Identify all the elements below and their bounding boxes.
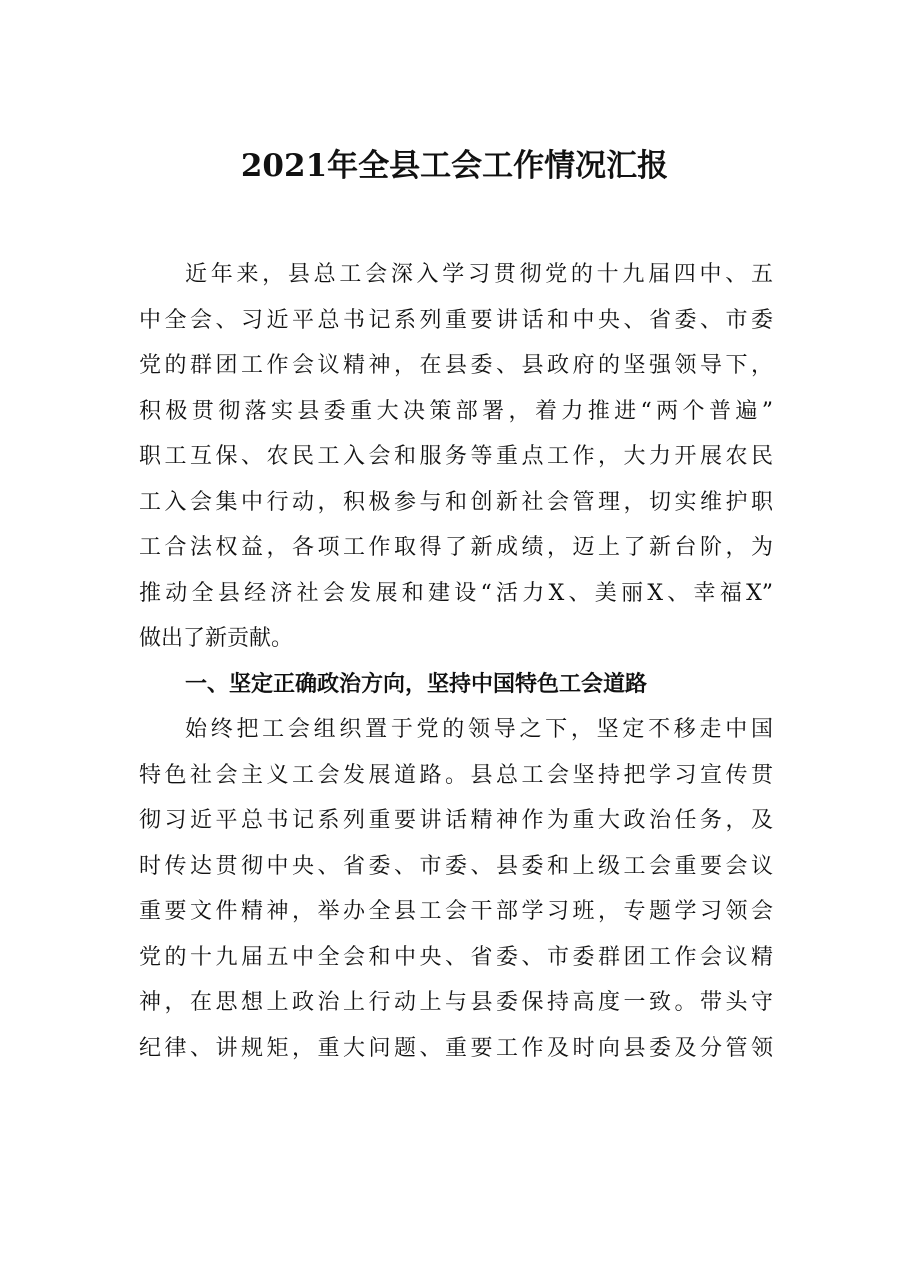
paragraph-line: 职工互保、农民工入会和服务等重点工作，大力开展农民 — [139, 444, 773, 469]
paragraph-line: 做出了新贡献。 — [139, 626, 294, 651]
paragraph-line: 工合法权益，各项工作取得了新成绩，迈上了新台阶，为 — [139, 535, 773, 560]
document-title: 2021年全县工会工作情况汇报 — [240, 148, 669, 184]
paragraph-line: 时传达贯彻中央、省委、市委、县委和上级工会重要会议 — [139, 853, 773, 879]
paragraph-line: 重要文件精神，举办全县工会干部学习班，专题学习领会 — [139, 899, 773, 924]
paragraph-line: 近年来，县总工会深入学习贯彻党的十九届四中、五 — [185, 262, 773, 287]
paragraph-line: 推动全县经济社会发展和建设“活力X、美丽X、幸福X” — [139, 580, 773, 606]
paragraph-line: 党的十九届五中全会和中央、省委、市委群团工作会议精 — [139, 944, 773, 970]
paragraph-line: 中全会、习近平总书记系列重要讲话和中央、省委、市委 — [139, 307, 773, 333]
paragraph-line: 特色社会主义工会发展道路。县总工会坚持把学习宣传贯 — [139, 762, 773, 788]
paragraph-line: 始终把工会组织置于党的领导之下，坚定不移走中国 — [185, 717, 773, 742]
paragraph-line: 神，在思想上政治上行动上与县委保持高度一致。带头守 — [139, 990, 773, 1015]
paragraph-line: 党的群团工作会议精神，在县委、县政府的坚强领导下， — [139, 353, 773, 378]
paragraph-line: 工入会集中行动，积极参与和创新社会管理，切实维护职 — [139, 489, 773, 515]
section-heading: 一、坚定正确政治方向，坚持中国特色工会道路 — [185, 671, 648, 697]
document-body — [139, 252, 773, 1071]
paragraph-line: 纪律、讲规矩，重大问题、重要工作及时向县委及分管领 — [139, 1035, 773, 1061]
paragraph-line: 彻习近平总书记系列重要讲话精神作为重大政治任务，及 — [139, 808, 773, 833]
paragraph-line: 积极贯彻落实县委重大决策部署，着力推进“两个普遍” — [139, 398, 773, 424]
